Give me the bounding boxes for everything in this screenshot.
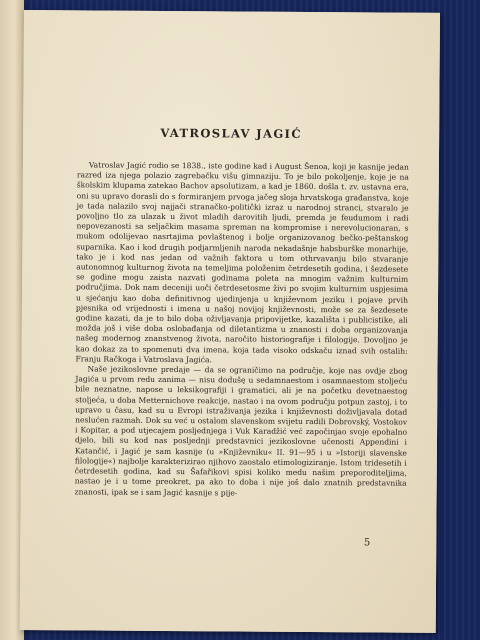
paragraph: Vatroslav Jagić rodio se 1838., iste godine kad i August Šenoa, koji je kasnije jedan razred iza njega polazio zagrebačku višu gimnaziju. To je bilo pokoljenje, koje je na školskim klupama zatekao Bachov apsolutizam, a kad je 1860. došla t. zv. ustavna era, oni su upravo dorasli do s formiranjem prvoga jačeg sloja hrvatskoga građanstva, koje je tada nalazilo svoj najjači stranačko-politički izraz u narodnoj stranci, stvaralo je povoljno tlo za ulazak u život mladih darovitih ljudi, premda je feudumom i radi nepovezanosti sa seljačkim masama spreman na kompromise i nerevolucionaran, s mukom odolijevao nasrtajima povlaštenog i bolje organizovanog bečko-peštanskog suparnika. Kao i kod drugih podjarmljenih naroda nekadašnje habsburške monarhije, tako je i kod nas jedan od važnih faktora u tom othrvavanju bilo stvaranje autonomnog kulturnog života na temeljima položenim četrdesetih godina, i šezdesete se godine mogu zaista nazvati godinama poleta na mnogim važnim kulturnim područjima. Dok nam deceniji uoči četrdesetosme živi po svojim kulturnim uspjesima u sjećanju kao doba definitivnog ujedinjenja u književnom jeziku i pojave prvih pjesnika od vrijednosti i imena u našoj novijoj književnosti, može se za šezdesete godine kazati, da je to bilo doba oživljavanja pripovijetke, kazališta i publicistike, ali možda još i više doba oslobađanja od diletantizma u znanosti i doba organizovanja našeg modernog znanstvenog života, naročito historiografije i filologije. Dovoljno je kao dokaz za to spomenuti dva imena, koja tada visoko odskaču iznad svih ostalih: Franju Račkoga i Vatroslava Jagića. xyxy=(75,160,409,365)
book-page xyxy=(20,10,440,633)
chapter-title: VATROSLAV JAGIĆ xyxy=(160,125,302,141)
paragraph: Naše jezikoslovne predaje — da se ograničimo na područje, koje nas ovdje zbog Jagića u prvom redu zanima — nisu dodušę u sedamnaestom i osamnaestom stoljeću bile neznatne, napose u leksikografiji i gramatici, ali je na početku devetnaestog stoljeća, u doba Metternichove reakcije, nastao i na ovom području potpun zastoj, i to upravo u času, kad su u Evropi istraživanja jezika i književnosti doživljavala dotad neslućen razmah. Dok su već u ostalom slavenskom svijetu radili Dobrovský, Vostokov i Kopitar, a pod utjecajem posljednjega i Vuk Karadžić već započinjao svoje epohalno djelo, bili su kod nas posljednji predstavnici jezikoslovne učenosti Appendini i Katančić, i Jagić je sam kasnije (u »Književniku« II. 91—95 i u »Istoriji slavenske filologije«) najbolje karakterizirao njihovo zaostalo etimologiziranje. Istom tridesetih i četrdesetih godina, kad su Šafařikovi spisi koliko medu našim preporoditeljima, nastao je i u tome preokret, pa ako to doba i nije još dalo znatnih predstavnika znanosti, ipak se i sam Jagić kasnije s pije- xyxy=(74,364,408,498)
page-number: 5 xyxy=(363,537,371,549)
body-text xyxy=(75,160,409,499)
